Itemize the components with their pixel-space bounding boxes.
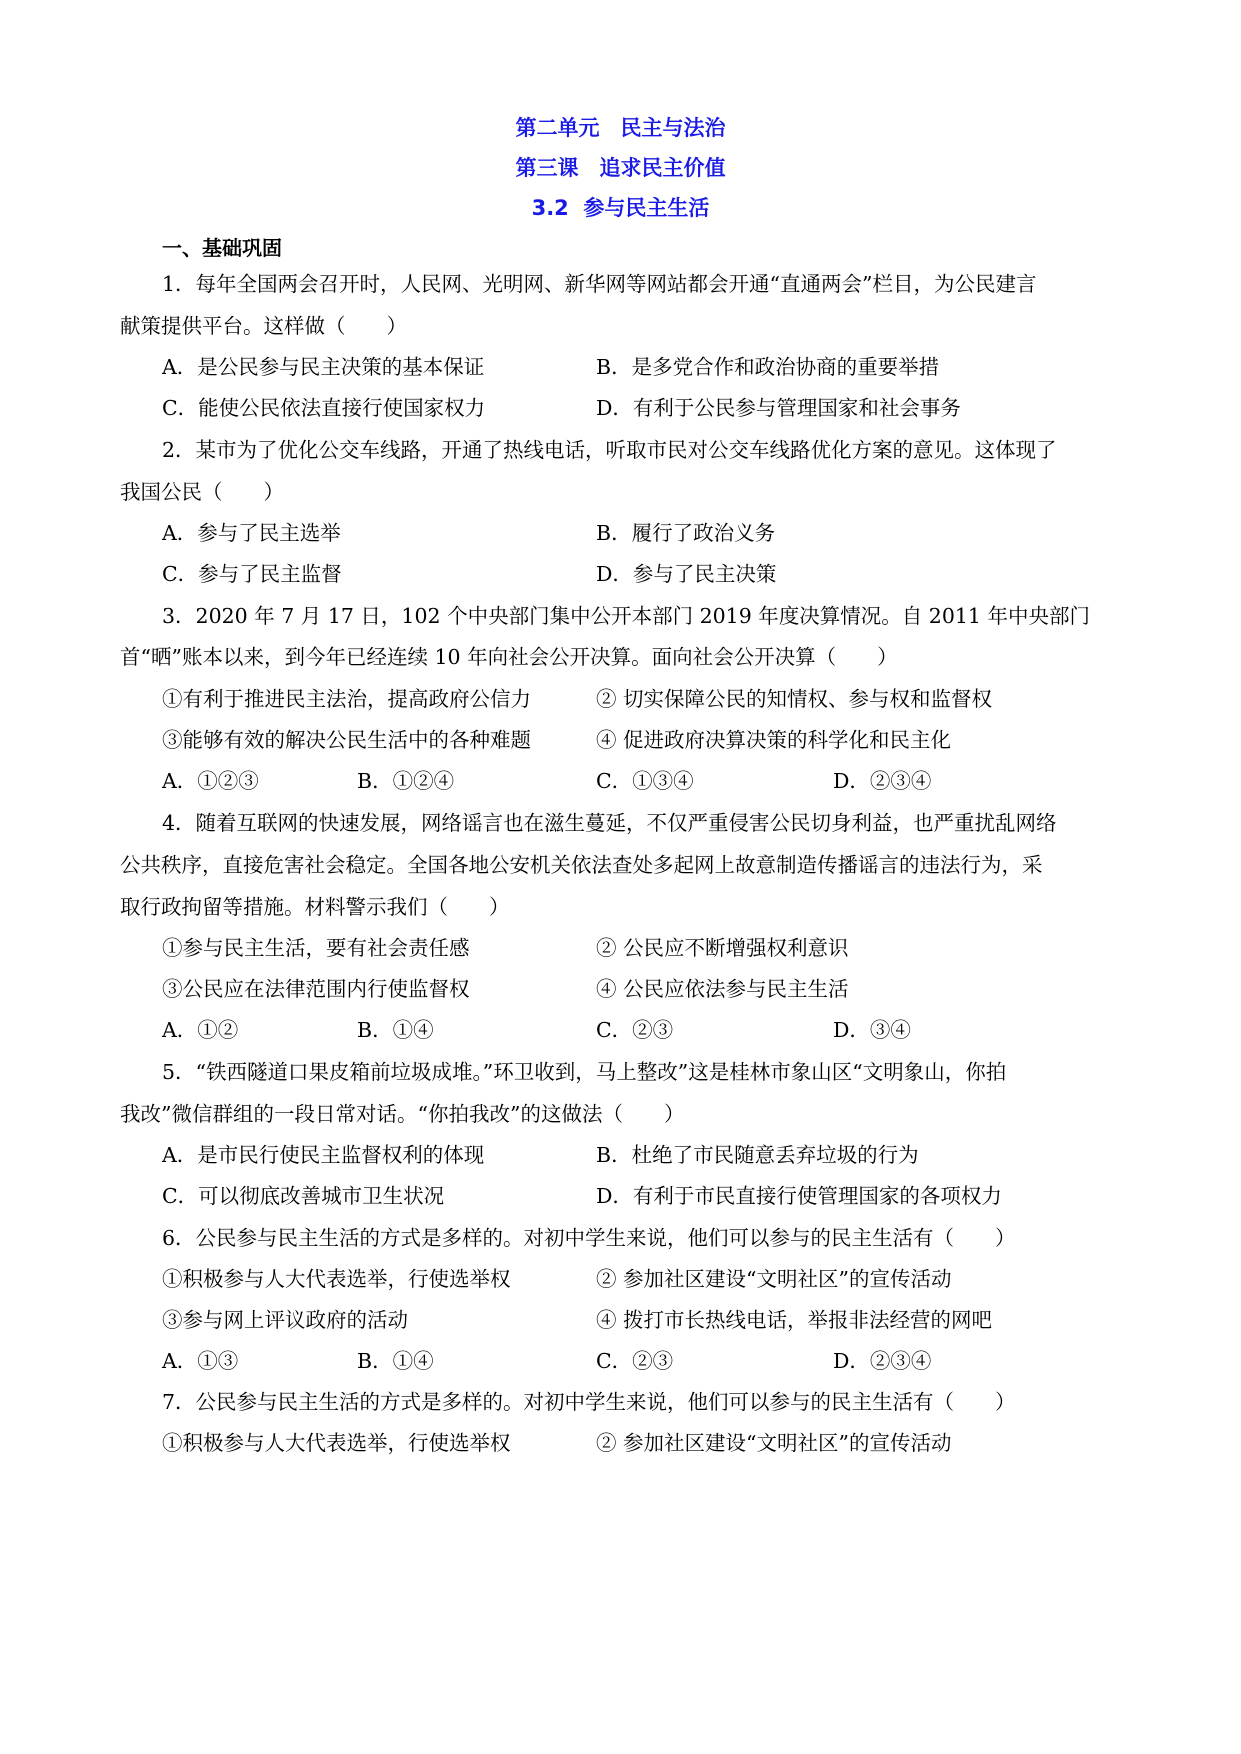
question-7-statement-2: ② 参加社区建设“文明社区”的宣传活动 <box>596 1431 952 1455</box>
question-5-option-a: A．是市民行使民主监督权利的体现 <box>162 1143 485 1167</box>
question-6-option-d: D．②③④ <box>833 1349 932 1373</box>
question-4-option-b: B．①④ <box>357 1018 434 1042</box>
question-6-statement-3: ③参与网上评议政府的活动 <box>162 1308 408 1332</box>
section-heading: 一、基础巩固 <box>162 236 282 260</box>
question-3-option-b: B．①②④ <box>357 769 455 793</box>
question-3-statement-3: ③能够有效的解决公民生活中的各种难题 <box>162 728 531 752</box>
question-5-option-b: B．杜绝了市民随意丢弃垃圾的行为 <box>596 1143 919 1167</box>
question-4-statement-4: ④ 公民应依法参与民主生活 <box>596 977 849 1001</box>
question-4-option-c: C．②③ <box>596 1018 674 1042</box>
question-4-option-a: A．①② <box>162 1018 239 1042</box>
question-6-option-c: C．②③ <box>596 1349 674 1373</box>
question-3-option-a: A．①②③ <box>162 769 259 793</box>
question-1-option-c: C．能使公民依法直接行使国家权力 <box>162 396 486 420</box>
question-3-statement-2: ② 切实保障公民的知情权、参与权和监督权 <box>596 687 993 711</box>
question-3-option-c: C．①③④ <box>596 769 694 793</box>
question-5-stem-line1: 5．“铁西隧道口果皮箱前垃圾成堆。”环卫收到，马上整改”这是桂林市象山区“文明象山，你拍 <box>162 1060 1007 1084</box>
question-4-statement-3: ③公民应在法律范围内行使监督权 <box>162 977 470 1001</box>
question-6-option-b: B．①④ <box>357 1349 434 1373</box>
question-5-option-d: D．有利于市民直接行使管理国家的各项权力 <box>596 1184 1002 1208</box>
question-6-statement-2: ② 参加社区建设“文明社区”的宣传活动 <box>596 1267 952 1291</box>
question-4-statement-1: ①参与民主生活，要有社会责任感 <box>162 936 470 960</box>
question-2-stem-line2: 我国公民（ ） <box>120 480 284 504</box>
question-6-statement-4: ④ 拨打市长热线电话，举报非法经营的网吧 <box>596 1308 993 1332</box>
question-3-statement-4: ④ 促进政府决算决策的科学化和民主化 <box>596 728 952 752</box>
question-1-option-b: B．是多党合作和政治协商的重要举措 <box>596 355 940 379</box>
question-6-statement-1: ①积极参与人大代表选举，行使选举权 <box>162 1267 511 1291</box>
question-6-stem-line1: 6．公民参与民主生活的方式是多样的。对初中学生来说，他们可以参与的民主生活有（ ） <box>162 1226 1016 1250</box>
question-5-option-c: C．可以彻底改善城市卫生状况 <box>162 1184 445 1208</box>
question-4-stem-line2: 公共秩序，直接危害社会稳定。全国各地公安机关依法查处多起网上故意制造传播谣言的违法行为，采 <box>120 853 1043 877</box>
lesson-title: 第三课 追求民主价值 <box>515 156 726 180</box>
question-5-stem-line2: 我改”微信群组的一段日常对话。“你拍我改”的这做法（ ） <box>120 1102 685 1126</box>
question-2-option-d: D．参与了民主决策 <box>596 562 777 586</box>
question-2-option-b: B．履行了政治义务 <box>596 521 776 545</box>
question-3-stem-line1: 3．2020 年 7 月 17 日，102 个中央部门集中公开本部门 2019 年度决算情况。自 2011 年中央部门 <box>162 604 1090 628</box>
question-2-option-a: A．参与了民主选举 <box>162 521 341 545</box>
question-1-stem-line2: 献策提供平台。这样做（ ） <box>120 314 407 338</box>
question-2-option-c: C．参与了民主监督 <box>162 562 342 586</box>
question-3-stem-line2: 首“晒”账本以来，到今年已经连续 10 年向社会公开决算。面向社会公开决算（ ） <box>120 645 898 669</box>
question-1-option-d: D．有利于公民参与管理国家和社会事务 <box>596 396 961 420</box>
question-3-statement-1: ①有利于推进民主法治，提高政府公信力 <box>162 687 531 711</box>
question-6-option-a: A．①③ <box>162 1349 239 1373</box>
question-1-option-a: A．是公民参与民主决策的基本保证 <box>162 355 485 379</box>
question-3-option-d: D．②③④ <box>833 769 932 793</box>
question-4-statement-2: ② 公民应不断增强权利意识 <box>596 936 849 960</box>
section-title: 3.2 参与民主生活 <box>531 196 710 220</box>
unit-title: 第二单元 民主与法治 <box>515 116 726 140</box>
question-4-stem-line3: 取行政拘留等措施。材料警示我们（ ） <box>120 895 510 919</box>
question-1-stem-line1: 1．每年全国两会召开时，人民网、光明网、新华网等网站都会开通“直通两会”栏目，为公民建言 <box>162 272 1037 296</box>
question-7-statement-1: ①积极参与人大代表选举，行使选举权 <box>162 1431 511 1455</box>
question-2-stem-line1: 2．某市为了优化公交车线路，开通了热线电话，听取市民对公交车线路优化方案的意见。这体现了 <box>162 438 1057 462</box>
question-4-stem-line1: 4．随着互联网的快速发展，网络谣言也在滋生蔓延，不仅严重侵害公民切身利益，也严重扰乱网络 <box>162 811 1057 835</box>
question-4-option-d: D．③④ <box>833 1018 911 1042</box>
question-7-stem-line1: 7．公民参与民主生活的方式是多样的。对初中学生来说，他们可以参与的民主生活有（ ） <box>162 1390 1016 1414</box>
